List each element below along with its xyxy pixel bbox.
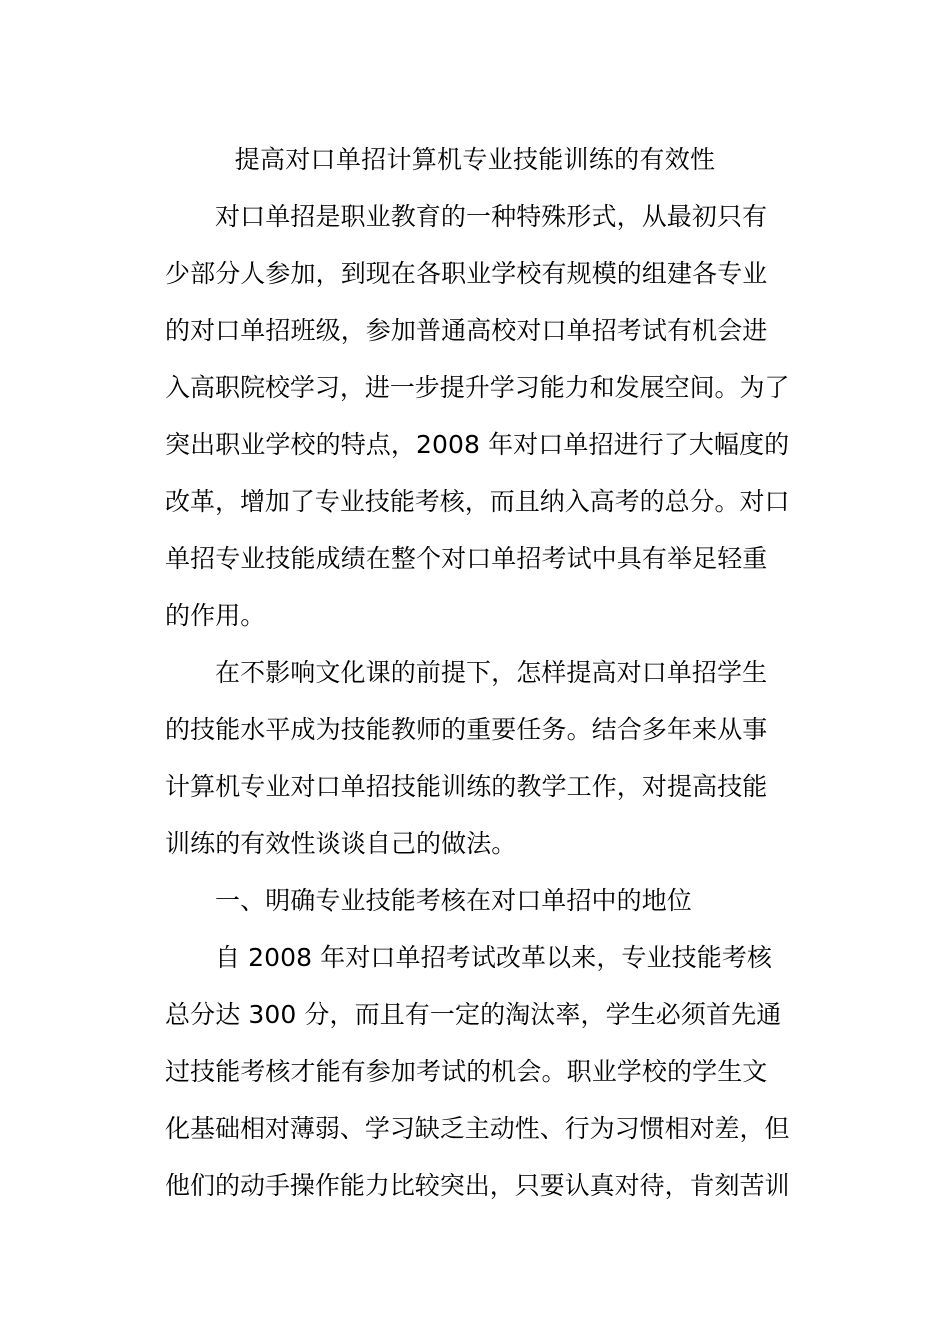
paragraph-line: 改革，增加了专业技能考核，而且纳入高考的总分。对口 bbox=[165, 487, 790, 516]
paragraph-line: 总分达 300 分，而且有一定的淘汰率，学生必须首先通 bbox=[165, 1000, 782, 1029]
section-heading: 一、明确专业技能考核在对口单招中的地位 bbox=[215, 886, 692, 915]
paragraph-line: 少部分人参加，到现在各职业学校有规模的组建各专业 bbox=[165, 259, 768, 288]
paragraph-line: 的作用。 bbox=[165, 601, 266, 630]
paragraph-line: 他们的动手操作能力比较突出，只要认真对待，肯刻苦训 bbox=[165, 1171, 790, 1200]
paragraph-line: 突出职业学校的特点，2008 年对口单招进行了大幅度的 bbox=[165, 430, 790, 459]
paragraph-line: 的技能水平成为技能教师的重要任务。结合多年来从事 bbox=[165, 715, 768, 744]
paragraph-line: 的对口单招班级，参加普通高校对口单招考试有机会进 bbox=[165, 316, 768, 345]
paragraph-line: 计算机专业对口单招技能训练的教学工作，对提高技能 bbox=[165, 772, 768, 801]
paragraph-line: 单招专业技能成绩在整个对口单招考试中具有举足轻重 bbox=[165, 544, 768, 573]
paragraph-line: 过技能考核才能有参加考试的机会。职业学校的学生文 bbox=[165, 1057, 768, 1086]
paragraph-line: 入高职院校学习，进一步提升学习能力和发展空间。为了 bbox=[165, 373, 790, 402]
paragraph-line: 化基础相对薄弱、学习缺乏主动性、行为习惯相对差，但 bbox=[165, 1114, 790, 1143]
paragraph-line: 在不影响文化课的前提下，怎样提高对口单招学生 bbox=[215, 658, 768, 687]
paragraph-line: 对口单招是职业教育的一种特殊形式，从最初只有 bbox=[215, 202, 768, 231]
paragraph-line: 训练的有效性谈谈自己的做法。 bbox=[165, 829, 517, 858]
document-title: 提高对口单招计算机专业技能训练的有效性 bbox=[234, 145, 716, 174]
paragraph-line: 自 2008 年对口单招考试改革以来，专业技能考核 bbox=[215, 943, 773, 972]
